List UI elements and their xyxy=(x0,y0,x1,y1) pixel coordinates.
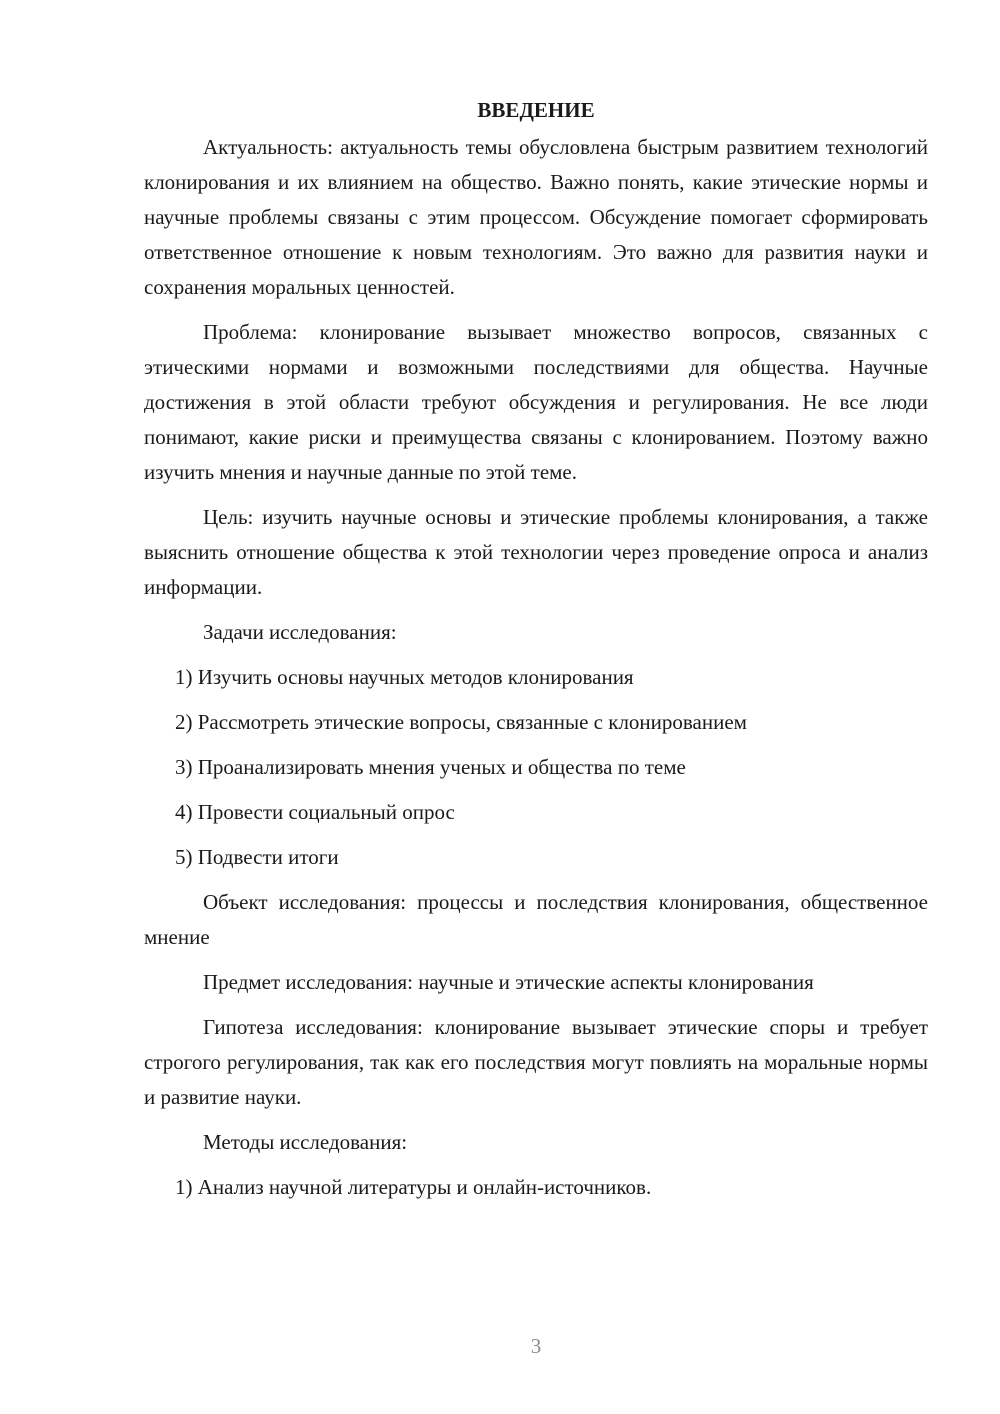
object-paragraph: Объект исследования: процессы и последствия клонирования, общественное мнение xyxy=(144,890,928,949)
page-title: ВВЕДЕНИЕ xyxy=(477,98,595,122)
methods-heading: Методы исследования: xyxy=(203,1130,408,1154)
document-page xyxy=(144,96,928,1215)
goal-paragraph: Цель: изучить научные основы и этические проблемы клонирования, а также выяснить отношение общества к этой технологии через проведение опроса и анализ информации. xyxy=(144,505,928,599)
page-number: 3 xyxy=(530,1334,542,1358)
list-item: 4) Провести социальный опрос xyxy=(175,800,455,824)
hypothesis-paragraph: Гипотеза исследования: клонирование вызывает этические споры и требует строгого регулирования, так как его последствия могут повлиять на моральные нормы и развитие науки. xyxy=(144,1015,928,1109)
list-item: 1) Изучить основы научных методов клонирования xyxy=(175,665,634,689)
list-item: 5) Подвести итоги xyxy=(175,845,339,869)
problem-paragraph: Проблема: клонирование вызывает множество вопросов, связанных с этическими нормами и возможными последствиями для общества. Научные достижения в этой области требуют обсуждения и регулирования. Не все люди понимают, какие риски и преимущества связаны с клонированием. Поэтому важно изучить мнения и научные данные по этой теме. xyxy=(144,320,928,484)
subject-paragraph: Предмет исследования: научные и этические аспекты клонирования xyxy=(203,970,814,994)
list-item: 3) Проанализировать мнения ученых и общества по теме xyxy=(175,755,686,779)
tasks-heading: Задачи исследования: xyxy=(203,620,397,644)
list-item: 2) Рассмотреть этические вопросы, связанные с клонированием xyxy=(175,710,747,734)
relevance-paragraph: Актуальность: актуальность темы обусловлена быстрым развитием технологий клонирования и их влиянием на общество. Важно понять, какие этические нормы и научные проблемы связаны с этим процессом. Обсуждение помогает сформировать ответственное отношение к новым технологиям. Это важно для развития науки и сохранения моральных ценностей. xyxy=(144,135,928,299)
list-item: 1) Анализ научной литературы и онлайн-источников. xyxy=(175,1175,652,1199)
